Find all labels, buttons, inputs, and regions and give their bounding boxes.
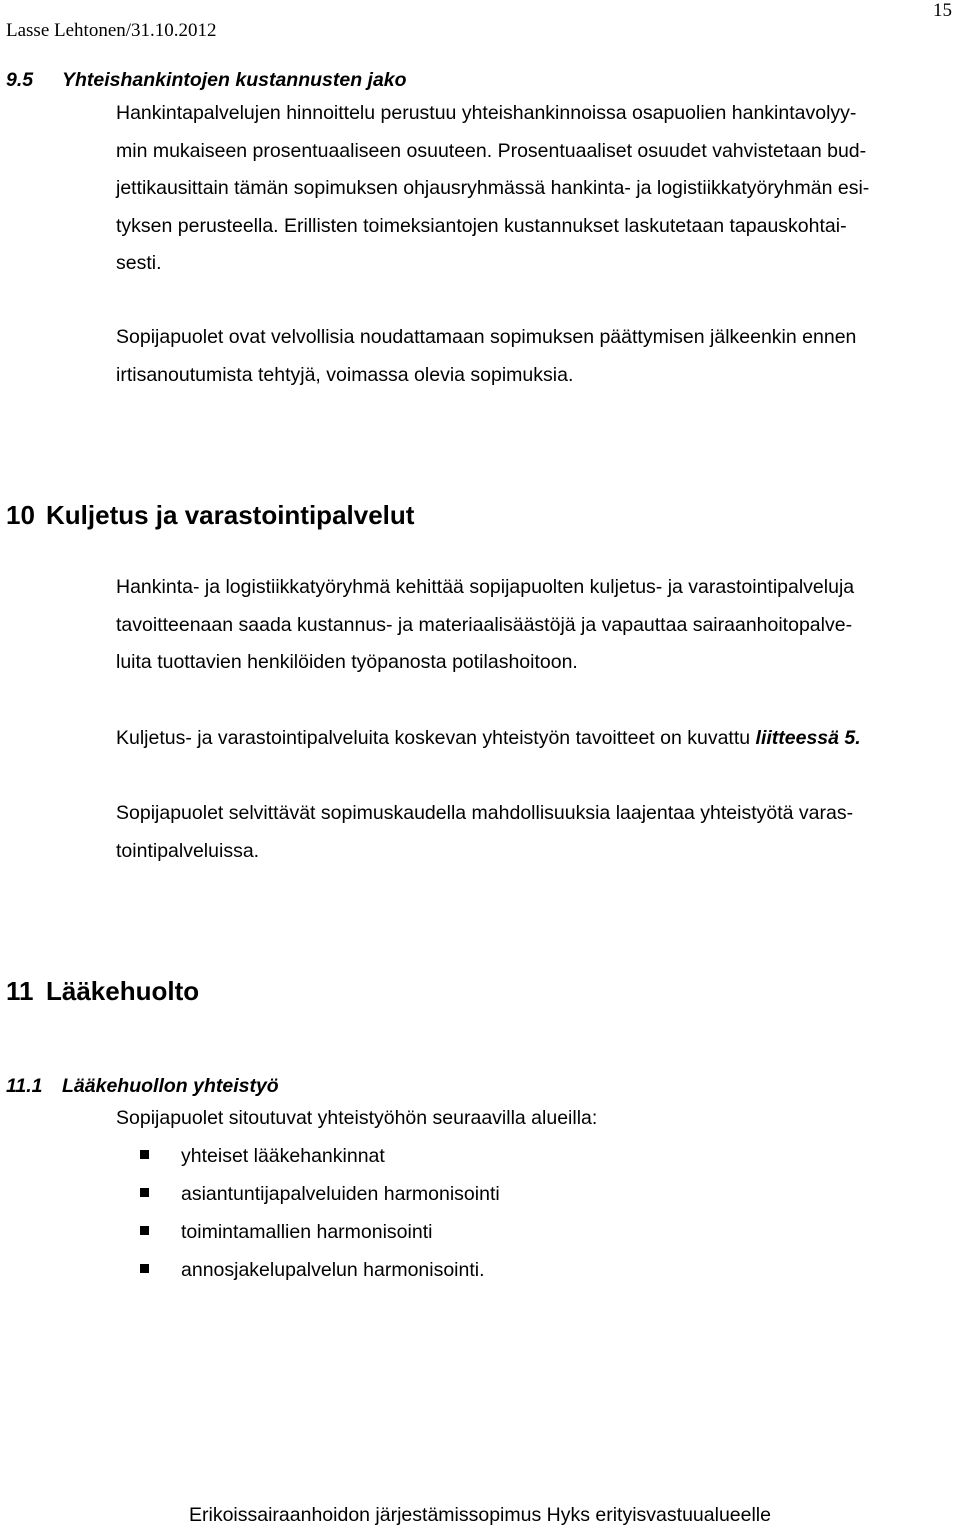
list-item-text: annosjakelupalvelun harmonisointi.	[181, 1259, 485, 1281]
text-line: irtisanoutumista tehtyjä, voimassa olevia sopimuksia.	[116, 363, 574, 386]
text-line	[116, 720, 956, 758]
header-author-date: Lasse Lehtonen/31.10.2012	[6, 20, 217, 41]
list-item	[140, 1175, 500, 1213]
section-title: Lääkehuollon yhteistyö	[62, 1075, 279, 1097]
section-number: 11.1	[6, 1075, 43, 1097]
paragraph-10-3	[116, 795, 956, 870]
list-item-text: toimintamallien harmonisointi	[181, 1221, 433, 1243]
list-item	[140, 1137, 500, 1175]
text-line: Sopijapuolet selvittävät sopimuskaudella mahdollisuuksia laajentaa yhteistyötä varas-	[116, 802, 854, 824]
square-bullet-icon	[140, 1226, 149, 1235]
text-line: Hankintapalvelujen hinnoittelu perustuu yhteishankinnoissa osapuolien hankintavolyy-	[116, 102, 857, 124]
section-number: 10	[6, 500, 35, 530]
text-line: jettikausittain tämän sopimuksen ohjausryhmässä hankinta- ja logistiikkatyöryhmän esi-	[116, 177, 870, 199]
attachment-reference: liitteessä 5.	[755, 727, 861, 749]
text-line: Hankinta- ja logistiikkatyöryhmä kehittää sopijapuolten kuljetus- ja varastointipalveluja	[116, 576, 855, 598]
bullet-list	[140, 1137, 500, 1289]
square-bullet-icon	[140, 1188, 149, 1197]
paragraph-10-2	[116, 720, 956, 758]
text-line: Sopijapuolet sitoutuvat yhteistyöhön seuraavilla alueilla:	[116, 1107, 598, 1129]
section-heading-11	[6, 976, 199, 1007]
section-number: 11	[6, 976, 34, 1006]
paragraph-text: Kuljetus- ja varastointipalveluita koskevan yhteistyön tavoitteet on kuvattu	[116, 727, 756, 749]
section-heading-9-5	[6, 69, 407, 92]
section-title: Kuljetus ja varastointipalvelut	[46, 500, 415, 530]
paragraph-9-5-2	[116, 319, 956, 394]
square-bullet-icon	[140, 1150, 149, 1159]
paragraph-9-5-1	[116, 95, 956, 283]
section-title: Lääkehuolto	[46, 976, 200, 1006]
paragraph-11-1-intro	[116, 1100, 956, 1138]
text-line: sesti.	[116, 252, 162, 274]
page-footer: Erikoissairaanhoidon järjestämissopimus Hyks erityisvastuualueelle	[188, 1504, 771, 1526]
paragraph-10-1	[116, 569, 956, 682]
page-number: 15	[933, 0, 952, 21]
text-line: Sopijapuolet ovat velvollisia noudattamaan sopimuksen päättymisen jälkeenkin ennen	[116, 326, 857, 348]
square-bullet-icon	[140, 1264, 149, 1273]
text-line: tyksen perusteella. Erillisten toimeksiantojen kustannukset laskutetaan tapauskohtai-	[116, 214, 847, 237]
list-item-text: asiantuntijapalveluiden harmonisointi	[181, 1183, 500, 1205]
list-item	[140, 1251, 500, 1289]
list-item	[140, 1213, 500, 1251]
text-line: tavoitteenaan saada kustannus- ja materiaalisäästöjä ja vapauttaa sairaanhoitopalve-	[116, 613, 853, 636]
section-heading-11-1	[6, 1075, 279, 1098]
section-title: Yhteishankintojen kustannusten jako	[62, 69, 407, 91]
list-item-text: yhteiset lääkehankinnat	[181, 1145, 385, 1167]
text-line: luita tuottavien henkilöiden työpanosta potilashoitoon.	[116, 651, 578, 673]
text-line: min mukaiseen prosentuaaliseen osuuteen. Prosentuaaliset osuudet vahvistetaan bud-	[116, 139, 867, 162]
text-line: tointipalveluissa.	[116, 839, 260, 862]
section-heading-10	[6, 500, 414, 531]
section-number: 9.5	[6, 69, 34, 91]
